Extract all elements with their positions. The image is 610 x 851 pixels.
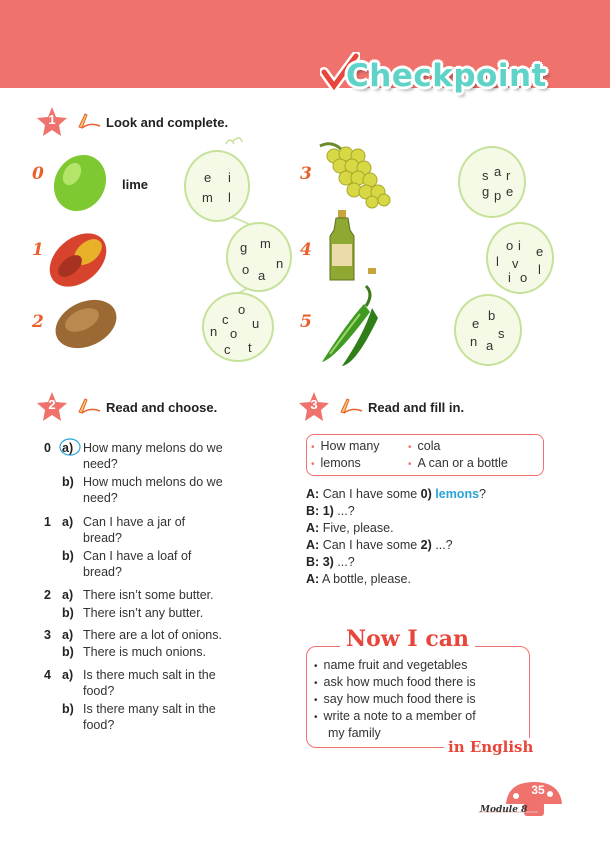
option-text: Is there much salt in the: [83, 668, 216, 682]
letter-bubble: b e s n a: [454, 294, 522, 366]
dialogue-line: A: Can I have some 2) ...?: [306, 538, 453, 552]
now-i-can-title: Now I can: [340, 626, 475, 652]
row-number: 2: [32, 312, 44, 332]
grapes-image: [312, 136, 402, 212]
dialogue-line: A: A bottle, please.: [306, 572, 411, 586]
row-number: 4: [300, 240, 312, 260]
can-do-item: • name fruit and vegetables: [314, 658, 468, 672]
word-box-item: • A can or a bottle: [408, 456, 508, 470]
exercise-number: 2: [48, 397, 56, 412]
option-b[interactable]: b): [62, 645, 74, 659]
option-text: food?: [83, 718, 115, 732]
mango-image: [44, 226, 114, 292]
exercise-number: 1: [48, 112, 56, 127]
lime-image: [48, 150, 112, 214]
kiwi-image: [50, 294, 122, 354]
page-number: 35: [531, 783, 545, 797]
word-box-item: • lemons: [311, 456, 361, 470]
option-text: need?: [83, 491, 118, 505]
letter-bubble: o c n u o c t: [202, 292, 274, 362]
option-b[interactable]: b): [62, 475, 74, 489]
letter-bubble: g m o n a: [226, 222, 292, 292]
section-title: Look and complete.: [106, 115, 229, 130]
option-a[interactable]: a): [62, 668, 74, 682]
pencil-icon: [76, 112, 102, 130]
can-do-item: my family: [328, 726, 381, 740]
section-title: Read and choose.: [106, 400, 218, 415]
option-text: There isn’t some butter.: [83, 588, 214, 602]
letter-bubble: o i e l v l i o: [486, 222, 554, 294]
option-b[interactable]: b): [62, 549, 74, 563]
option-text: bread?: [83, 531, 122, 545]
option-a[interactable]: a): [62, 628, 74, 642]
question-item: 3: [44, 628, 51, 642]
option-text: There are a lot of onions.: [83, 628, 222, 642]
row-number: 0: [32, 164, 44, 184]
option-text: bread?: [83, 565, 122, 579]
dialogue-line: A: Can I have some 0) lemons?: [306, 487, 486, 501]
word-box-item: • cola: [408, 439, 441, 453]
option-text: There isn’t any butter.: [83, 606, 204, 620]
row-number: 1: [32, 240, 44, 260]
can-do-item: • say how much food there is: [314, 692, 476, 706]
letter-bubble: e i m l: [184, 150, 250, 222]
module-label: Module 8: [480, 805, 528, 815]
exercise-number: 3: [310, 397, 318, 412]
page-title: Checkpoint: [346, 58, 547, 94]
dialogue-line: B: 1) ...?: [306, 504, 355, 518]
in-english-label: in English: [444, 738, 537, 756]
question-item: 4: [44, 668, 51, 682]
option-text: Can I have a loaf of: [83, 549, 192, 563]
dialogue-line: B: 3) ...?: [306, 555, 355, 569]
olive-oil-image: [326, 208, 380, 284]
option-text: How many melons do we: [83, 441, 223, 455]
row-number: 3: [300, 164, 312, 184]
option-a[interactable]: a): [62, 441, 74, 455]
word-box-item: • How many: [311, 439, 380, 453]
section-title: Read and fill in.: [368, 400, 465, 415]
option-b[interactable]: b): [62, 606, 74, 620]
can-do-item: • ask how much food there is: [314, 675, 476, 689]
question-item: 1: [44, 515, 51, 529]
option-text: need?: [83, 457, 118, 471]
option-a[interactable]: a): [62, 515, 74, 529]
dialogue-line: A: Five, please.: [306, 521, 394, 535]
option-a[interactable]: a): [62, 588, 74, 602]
row-number: 5: [300, 312, 312, 332]
question-item: 2: [44, 588, 51, 602]
option-text: food?: [83, 684, 115, 698]
can-do-item: • write a note to a member of: [314, 709, 476, 723]
peas-image: [316, 284, 382, 368]
pencil-icon: [76, 397, 102, 415]
option-b[interactable]: b): [62, 702, 74, 716]
example-answer: lime: [122, 177, 149, 192]
option-text: Can I have a jar of: [83, 515, 186, 529]
option-text: Is there many salt in the: [83, 702, 216, 716]
pencil-icon: [338, 397, 364, 415]
question-item: 0: [44, 441, 51, 455]
letter-bubble: s a r g p e: [458, 146, 526, 218]
option-text: There is much onions.: [83, 645, 206, 659]
option-text: How much melons do we: [83, 475, 223, 489]
